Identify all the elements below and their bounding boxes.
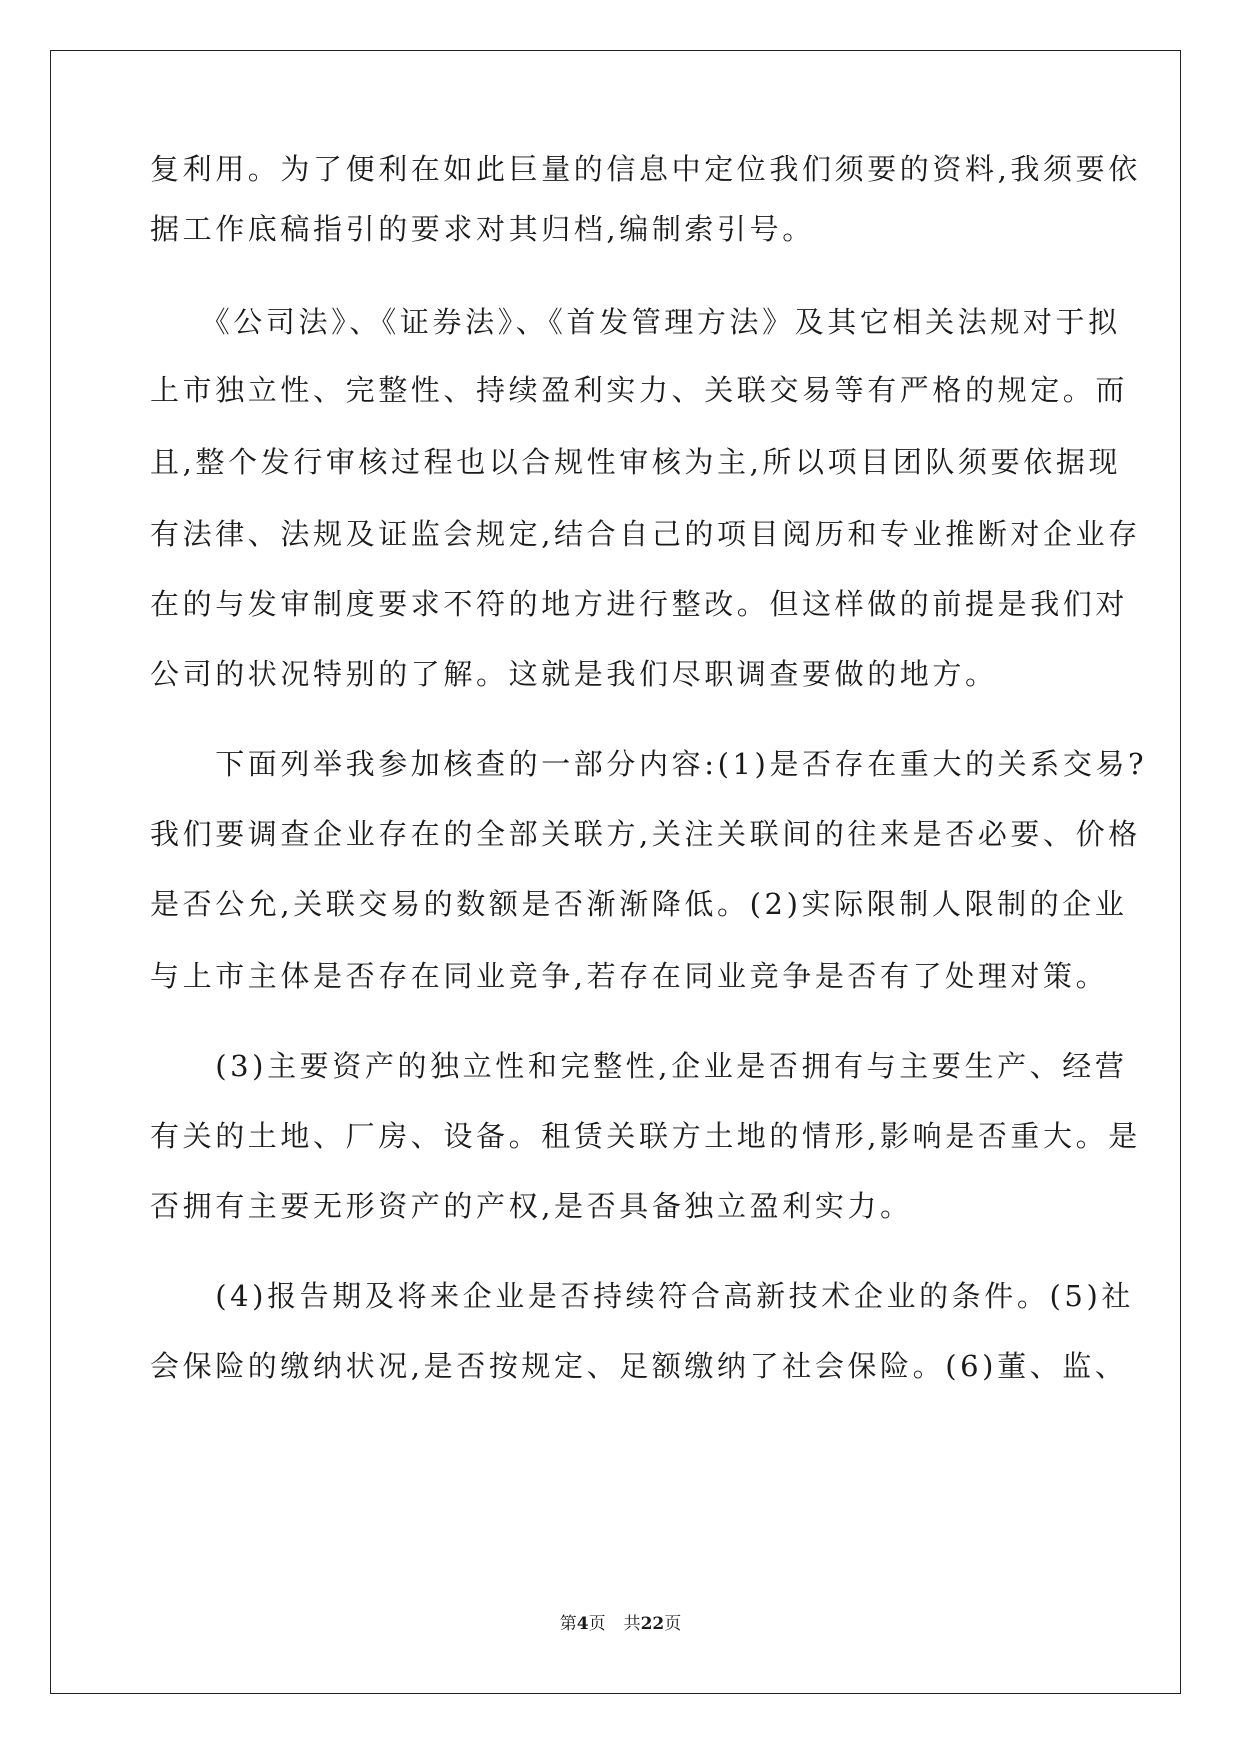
total-pages: 22 (640, 1614, 665, 1634)
text-line: 与上市主体是否存在同业竞争,若存在同业竞争是否有了处理对策。 (150, 959, 1109, 993)
text-line: 有关的土地、厂房、设备。租赁关联方土地的情形,影响是否重大。是 (150, 1119, 1141, 1153)
text-line: 是否公允,关联交易的数额是否渐渐降低。(2)实际限制人限制的企业 (150, 887, 1128, 921)
text-line: 据工作底稿指引的要求对其归档,编制索引号。 (150, 212, 815, 246)
total-prefix: 共 (623, 1614, 641, 1634)
text-line: 复利用。为了便利在如此巨量的信息中定位我们须要的资料,我须要依 (150, 152, 1141, 186)
text-line: 在的与发审制度要求不符的地方进行整改。但这样做的前提是我们对 (150, 587, 1129, 621)
text-line: (4)报告期及将来企业是否持续符合高新技术企业的条件。(5)社 (150, 1279, 1134, 1313)
text-line: 我们要调查企业存在的全部关联方,关注关联间的往来是否必要、价格 (150, 817, 1141, 851)
text-line: 否拥有主要无形资产的产权,是否具备独立盈利实力。 (150, 1189, 913, 1223)
text-line: 上市独立性、完整性、持续盈利实力、关联交易等有严格的规定。而 (150, 373, 1129, 407)
text-line: 下面列举我参加核查的一部分内容:(1)是否存在重大的关系交易? (150, 747, 1148, 781)
page-border (50, 50, 1181, 1694)
text-line: 会保险的缴纳状况,是否按规定、足额缴纳了社会保险。(6)董、监、 (150, 1349, 1128, 1383)
page-footer (0, 1616, 1241, 1633)
text-line: (3)主要资产的独立性和完整性,企业是否拥有与主要生产、经营 (150, 1049, 1128, 1083)
text-line: 《公司法》、《证券法》、《首发管理方法》及其它相关法规对于拟 (150, 305, 1121, 339)
text-line: 且,整个发行审核过程也以合规性审核为主,所以项目团队须要依据现 (150, 445, 1122, 479)
page-prefix: 第 (559, 1614, 577, 1634)
text-line: 有法律、法规及证监会规定,结合自己的项目阅历和专业推断对企业存 (150, 517, 1141, 551)
total-suffix: 页 (664, 1614, 682, 1634)
text-line: 公司的状况特别的了解。这就是我们尽职调查要做的地方。 (150, 657, 998, 691)
page-number: 4 (576, 1614, 589, 1634)
page-suffix: 页 (588, 1614, 606, 1634)
